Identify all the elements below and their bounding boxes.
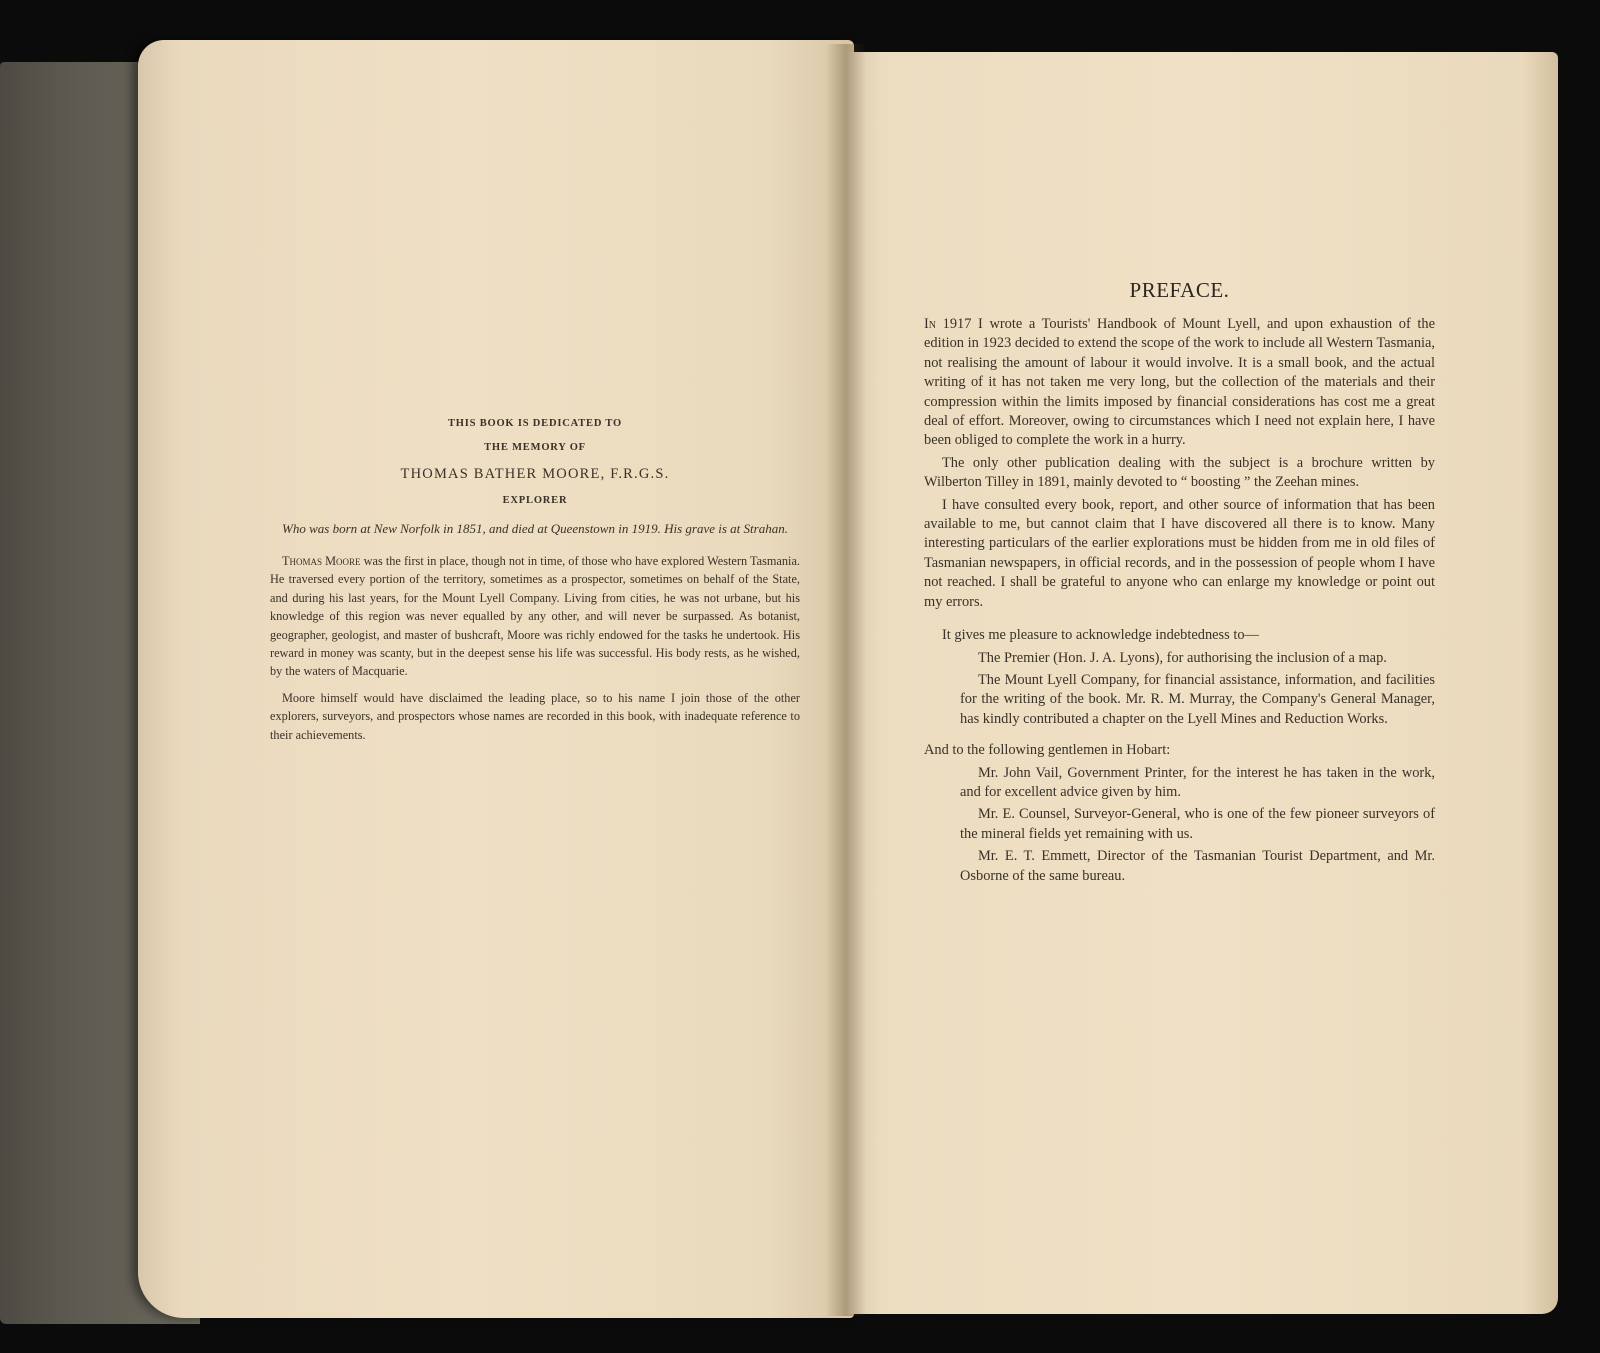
preface-paragraph-1 — [924, 315, 1435, 451]
book-gutter — [826, 44, 866, 1316]
preface-ack-emmett: Mr. E. T. Emmett, Director of the Tasmanian Tourist Department, and Mr. Osborne of the same bureau. — [960, 848, 1435, 884]
preface-paragraph-3: I have consulted every book, report, and other source of information that has been available to me, but cannot claim that I have discovered all there is to know. Many interesting particulars of the earlier explorations must be hidden from me in old files of Tasmanian newspapers, in official records, and in the possession of people whom I have not reached. I shall be grateful to anyone who can enlarge my knowledge or point out my errors. — [924, 496, 1435, 610]
dedication-line-1: THIS BOOK IS DEDICATED TO — [447, 418, 623, 429]
preface-paragraph-1-lead: In — [924, 316, 937, 332]
dedicatee-name: THOMAS BATHER MOORE, F.R.G.S. — [400, 466, 670, 482]
preface-hobart-intro: And to the following gentlemen in Hobart: — [924, 742, 1171, 759]
preface-title: PREFACE. — [1129, 278, 1230, 302]
preface-paragraph-2: The only other publication dealing with the subject is a brochure written by Wilberton Tilley in 1891, mainly devoted to “ boosting ” the Zeehan mines. — [924, 454, 1435, 491]
dedication-paragraph-1-lead: Thomas Moore — [282, 554, 361, 568]
preface-ack-vail: Mr. John Vail, Government Printer, for the interest he has taken in the work, and for excellent advice given by him. — [960, 764, 1435, 800]
dedication-block — [270, 418, 800, 752]
preface-ack-company: The Mount Lyell Company, for financial assistance, information, and facilities for the writing of the book. Mr. R. M. Murray, the Company's General Manager, has kindly contributed a chapter on the Lyell Mines and Reduction Works. — [960, 671, 1435, 727]
preface-ack-counsel: Mr. E. Counsel, Surveyor-General, who is one of the few pioneer surveyors of the mineral fields yet remaining with us. — [960, 806, 1435, 842]
dedication-paragraph-1-text: was the first in place, though not in time, of those who have explored Western Tasmania. He traversed every portion of the territory, sometimes as a prospector, sometimes on behalf of the State, and during his last years, for the Mount Lyell Company. Living from cities, he was not urbane, but his knowledge of this region was never equalled by any other, and will never be surpassed. As botanist, geographer, geologist, and master of bushcraft, Moore was richly endowed for the tasks he undertook. His reward in money was scanty, but in the deepest sense his life was successful. His body rests, as he wished, by the waters of Macquarie. — [270, 554, 800, 679]
dedication-line-2: THE MEMORY OF — [484, 442, 586, 453]
preface-paragraph-1-text: 1917 I wrote a Tourists' Handbook of Mount Lyell, and upon exhaustion of the edition in 1923 decided to extend the scope of the work to include all Western Tasmania, not realising the amount of labour it would involve. It is a small book, and the actual writing of it has not taken me very long, but the collection of the materials and their compression within the limits imposed by financial considerations has cost me a great deal of effort. Moreover, owing to circumstances which I need not explain here, I have been obliged to complete the work in a hurry. — [924, 316, 1435, 449]
dedication-paragraph-1 — [270, 552, 800, 681]
preface-block — [924, 278, 1435, 889]
dedication-italic-note: Who was born at New Norfolk in 1851, and died at Queenstown in 1919. His grave is at Strahan. — [282, 521, 788, 536]
dedication-paragraph-2: Moore himself would have disclaimed the leading place, so to his name I join those of the other explorers, surveyors, and prospectors whose names are recorded in this book, with inadequate reference to their achievements. — [270, 690, 800, 742]
preface-acknowledgement-intro: It gives me pleasure to acknowledge indebtedness to— — [942, 627, 1259, 644]
dedicatee-role: EXPLORER — [502, 495, 568, 506]
preface-ack-premier: The Premier (Hon. J. A. Lyons), for authorising the inclusion of a map. — [978, 649, 1387, 666]
